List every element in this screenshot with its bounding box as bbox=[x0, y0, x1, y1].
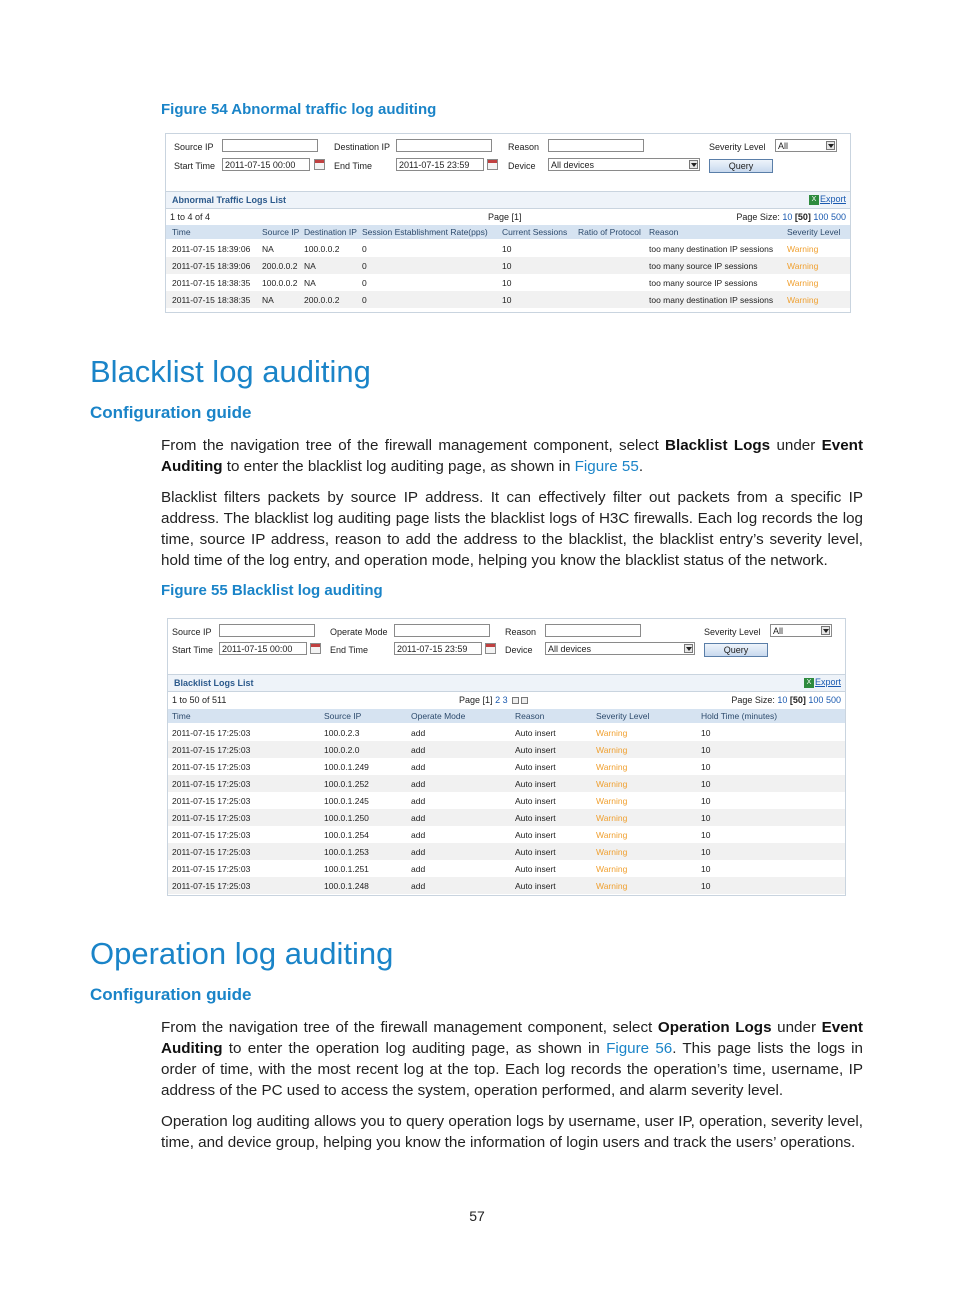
table-row[interactable] bbox=[168, 877, 845, 894]
severity-select[interactable] bbox=[775, 139, 837, 152]
table-cell: Warning bbox=[596, 762, 628, 772]
page-number: 57 bbox=[469, 1208, 485, 1224]
operate-mode-label: Operate Mode bbox=[330, 627, 388, 637]
table-cell: Auto insert bbox=[515, 864, 556, 874]
column-header[interactable]: Reason bbox=[649, 227, 679, 237]
chevron-down-icon[interactable] bbox=[826, 141, 835, 150]
calendar-icon[interactable] bbox=[487, 159, 498, 170]
table-header bbox=[168, 709, 845, 723]
table-cell: 2011-07-15 18:38:35 bbox=[172, 278, 251, 288]
query-button[interactable]: Query bbox=[709, 159, 773, 173]
figure-54-caption: Figure 54 Abnormal traffic log auditing bbox=[161, 101, 437, 118]
table-cell: 10 bbox=[502, 278, 512, 288]
table-row[interactable] bbox=[168, 724, 845, 741]
list-title-bar bbox=[166, 191, 850, 209]
export-label: Export bbox=[814, 677, 841, 687]
section-heading: Operation log auditing bbox=[90, 936, 394, 971]
table-row[interactable] bbox=[168, 826, 845, 843]
destination-ip-label: Destination IP bbox=[334, 142, 391, 152]
column-header[interactable]: Ratio of Protocol bbox=[578, 227, 641, 237]
page-size-option[interactable]: 10 bbox=[777, 695, 788, 705]
table-row[interactable] bbox=[166, 257, 850, 274]
table-cell: 2011-07-15 18:38:35 bbox=[172, 295, 251, 305]
table-cell: add bbox=[411, 881, 426, 891]
device-label: Device bbox=[505, 645, 533, 655]
list-title-bar bbox=[168, 674, 845, 692]
table-cell: 2011-07-15 17:25:03 bbox=[172, 779, 251, 789]
start-time-input[interactable]: 2011-07-15 00:00 bbox=[222, 158, 310, 171]
table-cell: add bbox=[411, 762, 426, 772]
table-cell: 10 bbox=[701, 830, 711, 840]
source-ip-label: Source IP bbox=[174, 142, 214, 152]
table-cell: Auto insert bbox=[515, 813, 556, 823]
destination-ip-input[interactable] bbox=[396, 139, 492, 152]
severity-value: All bbox=[778, 141, 789, 151]
column-header[interactable]: Severity Level bbox=[596, 711, 650, 721]
table-cell: 2011-07-15 17:25:03 bbox=[172, 813, 251, 823]
table-cell: 100.0.1.248 bbox=[324, 881, 369, 891]
export-link[interactable] bbox=[804, 677, 841, 688]
table-cell: 2011-07-15 17:25:03 bbox=[172, 881, 251, 891]
table-cell: 0 bbox=[362, 278, 367, 288]
table-cell: Auto insert bbox=[515, 728, 556, 738]
table-cell: too many source IP sessions bbox=[649, 278, 758, 288]
table-row[interactable] bbox=[166, 291, 850, 308]
table-cell: Warning bbox=[787, 261, 819, 271]
table-cell: 200.0.0.2 bbox=[304, 295, 340, 305]
table-cell: Auto insert bbox=[515, 762, 556, 772]
section-subheading: Configuration guide bbox=[90, 985, 252, 1004]
table-row[interactable] bbox=[168, 741, 845, 758]
column-header[interactable]: Session Establishment Rate(pps) bbox=[362, 227, 488, 237]
device-select[interactable] bbox=[548, 158, 700, 171]
table-cell: Warning bbox=[787, 244, 819, 254]
table-row[interactable] bbox=[166, 274, 850, 291]
table-cell: 10 bbox=[701, 779, 711, 789]
severity-label: Severity Level bbox=[704, 627, 761, 637]
table-cell: Warning bbox=[596, 728, 628, 738]
table-cell: add bbox=[411, 796, 426, 806]
blacklist-screenshot bbox=[167, 618, 846, 896]
page-size-option[interactable]: 100 bbox=[813, 212, 829, 222]
column-header[interactable]: Operate Mode bbox=[411, 711, 466, 721]
page-indicator: Page [1] bbox=[488, 212, 522, 222]
table-cell: Auto insert bbox=[515, 745, 556, 755]
table-cell: 0 bbox=[362, 295, 367, 305]
pager bbox=[168, 692, 845, 707]
table-cell: add bbox=[411, 864, 426, 874]
column-header[interactable]: Reason bbox=[515, 711, 545, 721]
table-cell: 100.0.1.254 bbox=[324, 830, 369, 840]
device-label: Device bbox=[508, 161, 536, 171]
table-row[interactable] bbox=[168, 758, 845, 775]
table-cell: 200.0.0.2 bbox=[262, 261, 298, 271]
severity-select[interactable] bbox=[770, 624, 832, 637]
table-cell: 10 bbox=[701, 796, 711, 806]
export-link[interactable] bbox=[809, 194, 846, 205]
column-header[interactable]: Time bbox=[172, 711, 191, 721]
paragraph: Operation log auditing allows you to query operation logs by username, user IP, operation, severity level, time, and device group, helping you know the information of login users and track the users’ operations. bbox=[161, 1113, 863, 1151]
page-size-selector: Page Size: 10 [50] 100 500 bbox=[731, 695, 841, 705]
table-cell: Warning bbox=[596, 881, 628, 891]
table-cell: too many source IP sessions bbox=[649, 261, 758, 271]
source-ip-input[interactable] bbox=[222, 139, 318, 152]
table-cell: 10 bbox=[502, 244, 512, 254]
table-cell: Auto insert bbox=[515, 796, 556, 806]
table-cell: Auto insert bbox=[515, 779, 556, 789]
table-cell: 10 bbox=[701, 881, 711, 891]
next-page-icon[interactable] bbox=[512, 697, 519, 704]
device-select[interactable] bbox=[545, 642, 695, 655]
source-ip-label: Source IP bbox=[172, 627, 212, 637]
table-cell: Warning bbox=[787, 295, 819, 305]
table-cell: NA bbox=[262, 244, 274, 254]
export-label: Export bbox=[819, 194, 846, 204]
chevron-down-icon[interactable] bbox=[689, 160, 698, 169]
table-cell: 2011-07-15 17:25:03 bbox=[172, 728, 251, 738]
table-cell: Warning bbox=[596, 796, 628, 806]
table-cell: 2011-07-15 17:25:03 bbox=[172, 847, 251, 857]
page-size-option[interactable]: 10 bbox=[782, 212, 793, 222]
page-size-option[interactable]: [50] bbox=[789, 695, 806, 705]
table-cell: 10 bbox=[701, 762, 711, 772]
table-cell: 10 bbox=[502, 261, 512, 271]
page-size-option[interactable]: [50] bbox=[794, 212, 811, 222]
table-cell: 2011-07-15 18:39:06 bbox=[172, 244, 251, 254]
table-cell: 100.0.2.3 bbox=[324, 728, 360, 738]
table-cell: add bbox=[411, 847, 426, 857]
paragraph: Blacklist filters packets by source IP address. It can effectively filter out packets from a specific IP address. The blacklist log auditing page lists the blacklist logs of H3C firewalls. Each log records the log time, source IP address, reason to add the address to the blacklist, the blacklist entry’s severity level, hold time of the log entry, and operation mode, helping you know the blacklist status of the network. bbox=[161, 489, 863, 569]
operate-mode-input[interactable] bbox=[394, 624, 490, 637]
table-cell: Warning bbox=[596, 779, 628, 789]
table-cell: 10 bbox=[701, 847, 711, 857]
table-row[interactable] bbox=[168, 775, 845, 792]
figure-55-link[interactable]: Figure 55 bbox=[574, 458, 639, 475]
table-cell: 10 bbox=[701, 745, 711, 755]
table-cell: 100.0.1.245 bbox=[324, 796, 369, 806]
table-cell: 0 bbox=[362, 244, 367, 254]
table-cell: 2011-07-15 17:25:03 bbox=[172, 830, 251, 840]
page-size-selector: Page Size: 10 [50] 100 500 bbox=[736, 212, 846, 222]
record-range: 1 to 50 of 511 bbox=[172, 695, 227, 705]
source-ip-input[interactable] bbox=[219, 624, 315, 637]
paragraph: From the navigation tree of the firewall management component, select Operation Logs under Event Auditing to enter the operation log auditing page, as shown in Figure 56. This page lists the logs in order of time, with the most recent log at the top. Each log records the operation’s time, username, IP address of the PC used to access the system, operation performed, and alarm severity level. bbox=[161, 1019, 863, 1099]
page-size-option[interactable]: 500 bbox=[830, 212, 846, 222]
column-header[interactable]: Hold Time (minutes) bbox=[701, 711, 778, 721]
table-cell: 100.0.1.253 bbox=[324, 847, 369, 857]
table-cell: 100.0.1.249 bbox=[324, 762, 369, 772]
list-title: Abnormal Traffic Logs List bbox=[172, 195, 287, 205]
table-cell: add bbox=[411, 779, 426, 789]
table-row[interactable] bbox=[168, 843, 845, 860]
table-cell: Auto insert bbox=[515, 881, 556, 891]
column-header[interactable]: Severity Level bbox=[787, 227, 841, 237]
reason-label: Reason bbox=[508, 142, 540, 152]
device-value: All devices bbox=[548, 644, 592, 654]
record-range: 1 to 4 of 4 bbox=[170, 212, 211, 222]
reason-input[interactable] bbox=[548, 139, 644, 152]
section-subheading: Configuration guide bbox=[90, 403, 252, 422]
table-cell: too many destination IP sessions bbox=[649, 295, 774, 305]
query-form bbox=[166, 134, 850, 182]
severity-value: All bbox=[773, 626, 784, 636]
query-button[interactable]: Query bbox=[704, 643, 768, 657]
pager bbox=[166, 209, 850, 224]
list-title: Blacklist Logs List bbox=[174, 678, 254, 688]
severity-label: Severity Level bbox=[709, 142, 766, 152]
table-cell: 10 bbox=[701, 728, 711, 738]
table-cell: 100.0.1.250 bbox=[324, 813, 369, 823]
figure-55-caption: Figure 55 Blacklist log auditing bbox=[161, 582, 383, 599]
table-cell: add bbox=[411, 745, 426, 755]
paragraph: From the navigation tree of the firewall management component, select Blacklist Logs under Event Auditing to enter the blacklist log auditing page, as shown in Figure 55. bbox=[161, 437, 863, 475]
table-cell: Warning bbox=[596, 864, 628, 874]
end-time-label: End Time bbox=[330, 645, 369, 655]
table-cell: 100.0.1.251 bbox=[324, 864, 369, 874]
reason-label: Reason bbox=[505, 627, 537, 637]
column-header[interactable]: Current Sessions bbox=[502, 227, 568, 237]
table-cell: NA bbox=[262, 295, 274, 305]
start-time-label: Start Time bbox=[172, 645, 214, 655]
page-link[interactable]: 3 bbox=[502, 695, 508, 705]
section-heading: Blacklist log auditing bbox=[90, 354, 371, 389]
end-time-label: End Time bbox=[334, 161, 373, 171]
end-time-input[interactable]: 2011-07-15 23:59 bbox=[396, 158, 484, 171]
last-page-icon[interactable] bbox=[521, 697, 528, 704]
table-cell: 100.0.1.252 bbox=[324, 779, 369, 789]
table-cell: Warning bbox=[596, 745, 628, 755]
table-cell: 2011-07-15 18:39:06 bbox=[172, 261, 251, 271]
chevron-down-icon[interactable] bbox=[821, 626, 830, 635]
page-indicator: Page [1] 2 3 bbox=[459, 695, 528, 705]
column-header[interactable]: Destination IP bbox=[304, 227, 357, 237]
page-size-option[interactable]: 100 bbox=[808, 695, 824, 705]
page-link[interactable]: 2 bbox=[495, 695, 501, 705]
table-cell: add bbox=[411, 728, 426, 738]
table-row[interactable] bbox=[168, 860, 845, 877]
table-cell: 2011-07-15 17:25:03 bbox=[172, 796, 251, 806]
device-value: All devices bbox=[551, 160, 595, 170]
chevron-down-icon[interactable] bbox=[684, 644, 693, 653]
table-cell: 2011-07-15 17:25:03 bbox=[172, 745, 251, 755]
table-cell: Warning bbox=[787, 278, 819, 288]
end-time-input[interactable]: 2011-07-15 23:59 bbox=[394, 642, 482, 655]
table-cell: Warning bbox=[596, 830, 628, 840]
table-cell: Auto insert bbox=[515, 830, 556, 840]
query-form bbox=[168, 619, 845, 665]
table-cell: 100.0.0.2 bbox=[304, 244, 340, 254]
excel-icon: X bbox=[804, 678, 814, 688]
table-cell: 10 bbox=[701, 813, 711, 823]
page-size-option[interactable]: 500 bbox=[825, 695, 841, 705]
table-cell: NA bbox=[304, 278, 316, 288]
calendar-icon[interactable] bbox=[485, 643, 496, 654]
table-cell: add bbox=[411, 813, 426, 823]
table-cell: Warning bbox=[596, 847, 628, 857]
start-time-input[interactable]: 2011-07-15 00:00 bbox=[219, 642, 307, 655]
table-cell: 100.0.0.2 bbox=[262, 278, 298, 288]
reason-input[interactable] bbox=[545, 624, 641, 637]
abnormal-traffic-screenshot bbox=[165, 133, 851, 313]
table-row[interactable] bbox=[168, 792, 845, 809]
table-cell: 2011-07-15 17:25:03 bbox=[172, 762, 251, 772]
table-cell: add bbox=[411, 830, 426, 840]
table-cell: 100.0.2.0 bbox=[324, 745, 360, 755]
table-cell: NA bbox=[304, 261, 316, 271]
calendar-icon[interactable] bbox=[310, 643, 321, 654]
table-row[interactable] bbox=[168, 809, 845, 826]
start-time-label: Start Time bbox=[174, 161, 216, 171]
column-header[interactable]: Source IP bbox=[262, 227, 300, 237]
table-header bbox=[166, 225, 850, 239]
table-cell: 2011-07-15 17:25:03 bbox=[172, 864, 251, 874]
column-header[interactable]: Source IP bbox=[324, 711, 362, 721]
table-cell: 10 bbox=[502, 295, 512, 305]
table-row[interactable] bbox=[166, 240, 850, 257]
calendar-icon[interactable] bbox=[314, 159, 325, 170]
table-cell: Warning bbox=[596, 813, 628, 823]
excel-icon: X bbox=[809, 195, 819, 205]
table-cell: too many destination IP sessions bbox=[649, 244, 774, 254]
figure-56-link[interactable]: Figure 56 bbox=[606, 1040, 673, 1057]
table-cell: 0 bbox=[362, 261, 367, 271]
table-cell: Auto insert bbox=[515, 847, 556, 857]
table-cell: 10 bbox=[701, 864, 711, 874]
column-header[interactable]: Time bbox=[172, 227, 191, 237]
